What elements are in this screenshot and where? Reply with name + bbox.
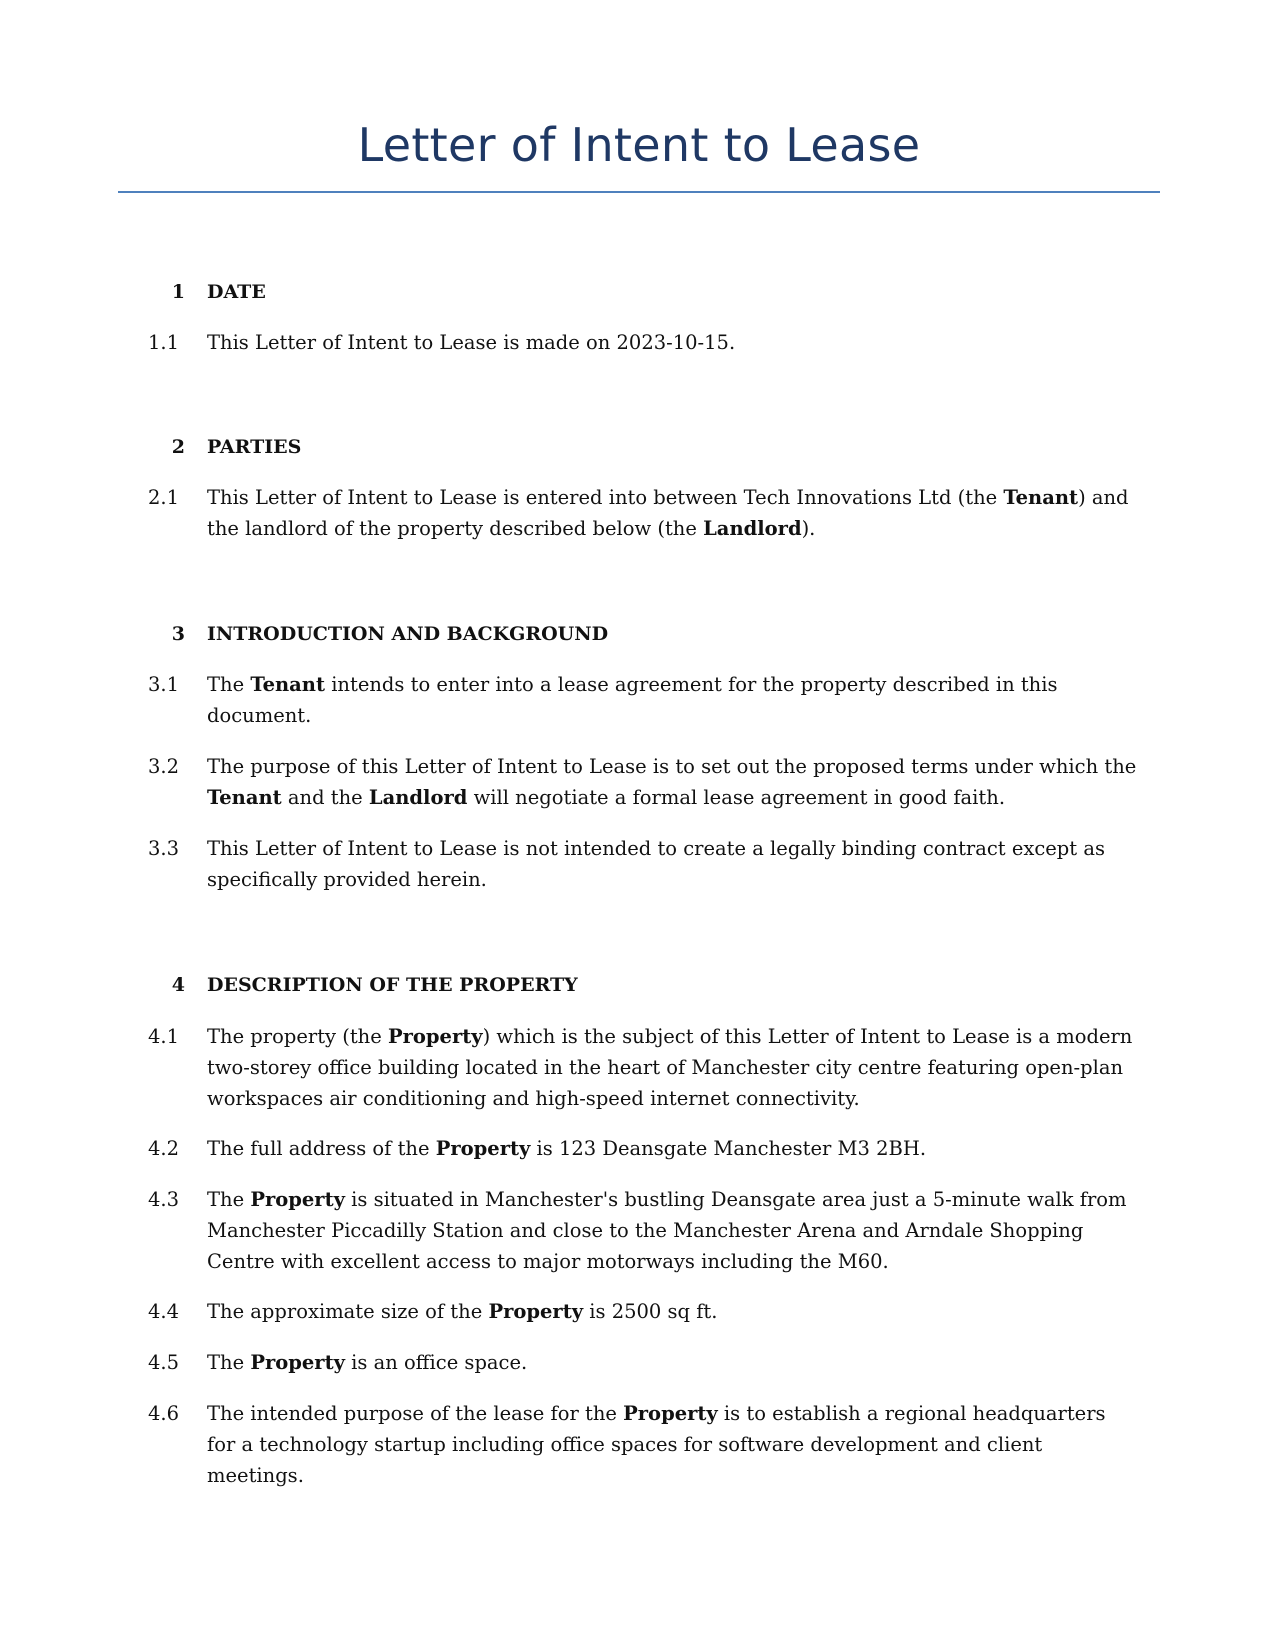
clause-number: 4.2 — [148, 1137, 180, 1160]
clause-number: 4.1 — [148, 1025, 180, 1048]
section-number: 1 — [171, 281, 185, 303]
defined-term: Tenant — [250, 673, 325, 696]
defined-term: Property — [435, 1137, 531, 1160]
defined-term: Property — [488, 1300, 584, 1323]
clause-text: The purpose of this Letter of Intent to Lease is to set out the proposed terms under which the Tenant and the Landlord will negotiate a formal lease agreement in good faith. — [207, 755, 1137, 809]
clause-text: The full address of the Property is 123 Deansgate Manchester M3 2BH. — [207, 1137, 927, 1160]
clause-text: This Letter of Intent to Lease is entered into between Tech Innovations Ltd (the Tenant) and the landlord of the property described below (the Landlord). — [207, 486, 1129, 540]
defined-term: Landlord — [368, 786, 468, 809]
clause-text: The Property is situated in Manchester's bustling Deansgate area just a 5-minute walk from Manchester Piccadilly Station and close to the Manchester Arena and Arndale Shopping Centre with excellent access to major motorways including the M60. — [207, 1188, 1127, 1273]
clause-number: 3.3 — [148, 837, 180, 860]
section-number: 2 — [171, 436, 185, 458]
clause-text: The Property is an office space. — [207, 1351, 528, 1374]
clause-text: This Letter of Intent to Lease is not intended to create a legally binding contract except as specifically provided herein. — [207, 837, 1105, 891]
defined-term: Property — [250, 1351, 345, 1374]
section-title: DESCRIPTION OF THE PROPERTY — [207, 974, 578, 996]
section-title: INTRODUCTION AND BACKGROUND — [207, 623, 609, 645]
clause-number: 3.1 — [148, 673, 180, 696]
defined-term: Tenant — [1003, 486, 1079, 509]
clause-number: 4.6 — [148, 1402, 180, 1425]
document-title: Letter of Intent to Lease — [357, 118, 921, 172]
section-title: PARTIES — [207, 436, 302, 458]
clause-number: 4.5 — [148, 1351, 180, 1374]
clause-text: The intended purpose of the lease for the Property is to establish a regional headquarters for a technology startup including office spaces for software development and client meetings. — [207, 1402, 1106, 1487]
clause-text: This Letter of Intent to Lease is made on 2023-10-15. — [207, 331, 736, 354]
clause-number: 2.1 — [148, 486, 180, 509]
defined-term: Property — [250, 1188, 345, 1211]
section-title: DATE — [207, 281, 266, 303]
defined-term: Landlord — [703, 517, 802, 540]
title-underline-rule — [118, 191, 1160, 193]
clause-number: 1.1 — [148, 331, 180, 354]
clause-number: 4.3 — [148, 1188, 180, 1211]
clause-number: 3.2 — [148, 755, 180, 778]
defined-term: Property — [623, 1402, 718, 1425]
section-number: 4 — [171, 974, 185, 996]
clause-text: The property (the Property) which is the subject of this Letter of Intent to Lease is a modern two-storey office building located in the heart of Manchester city centre featuring open-plan workspaces air conditioning and high-speed internet connectivity. — [207, 1025, 1133, 1110]
clause-number: 4.4 — [148, 1300, 180, 1323]
clause-text: The Tenant intends to enter into a lease agreement for the property described in this document. — [207, 673, 1058, 727]
defined-term: Property — [387, 1025, 483, 1048]
defined-term: Tenant — [207, 786, 282, 809]
section-number: 3 — [171, 623, 185, 645]
clause-text: The approximate size of the Property is 2500 sq ft. — [207, 1300, 718, 1323]
